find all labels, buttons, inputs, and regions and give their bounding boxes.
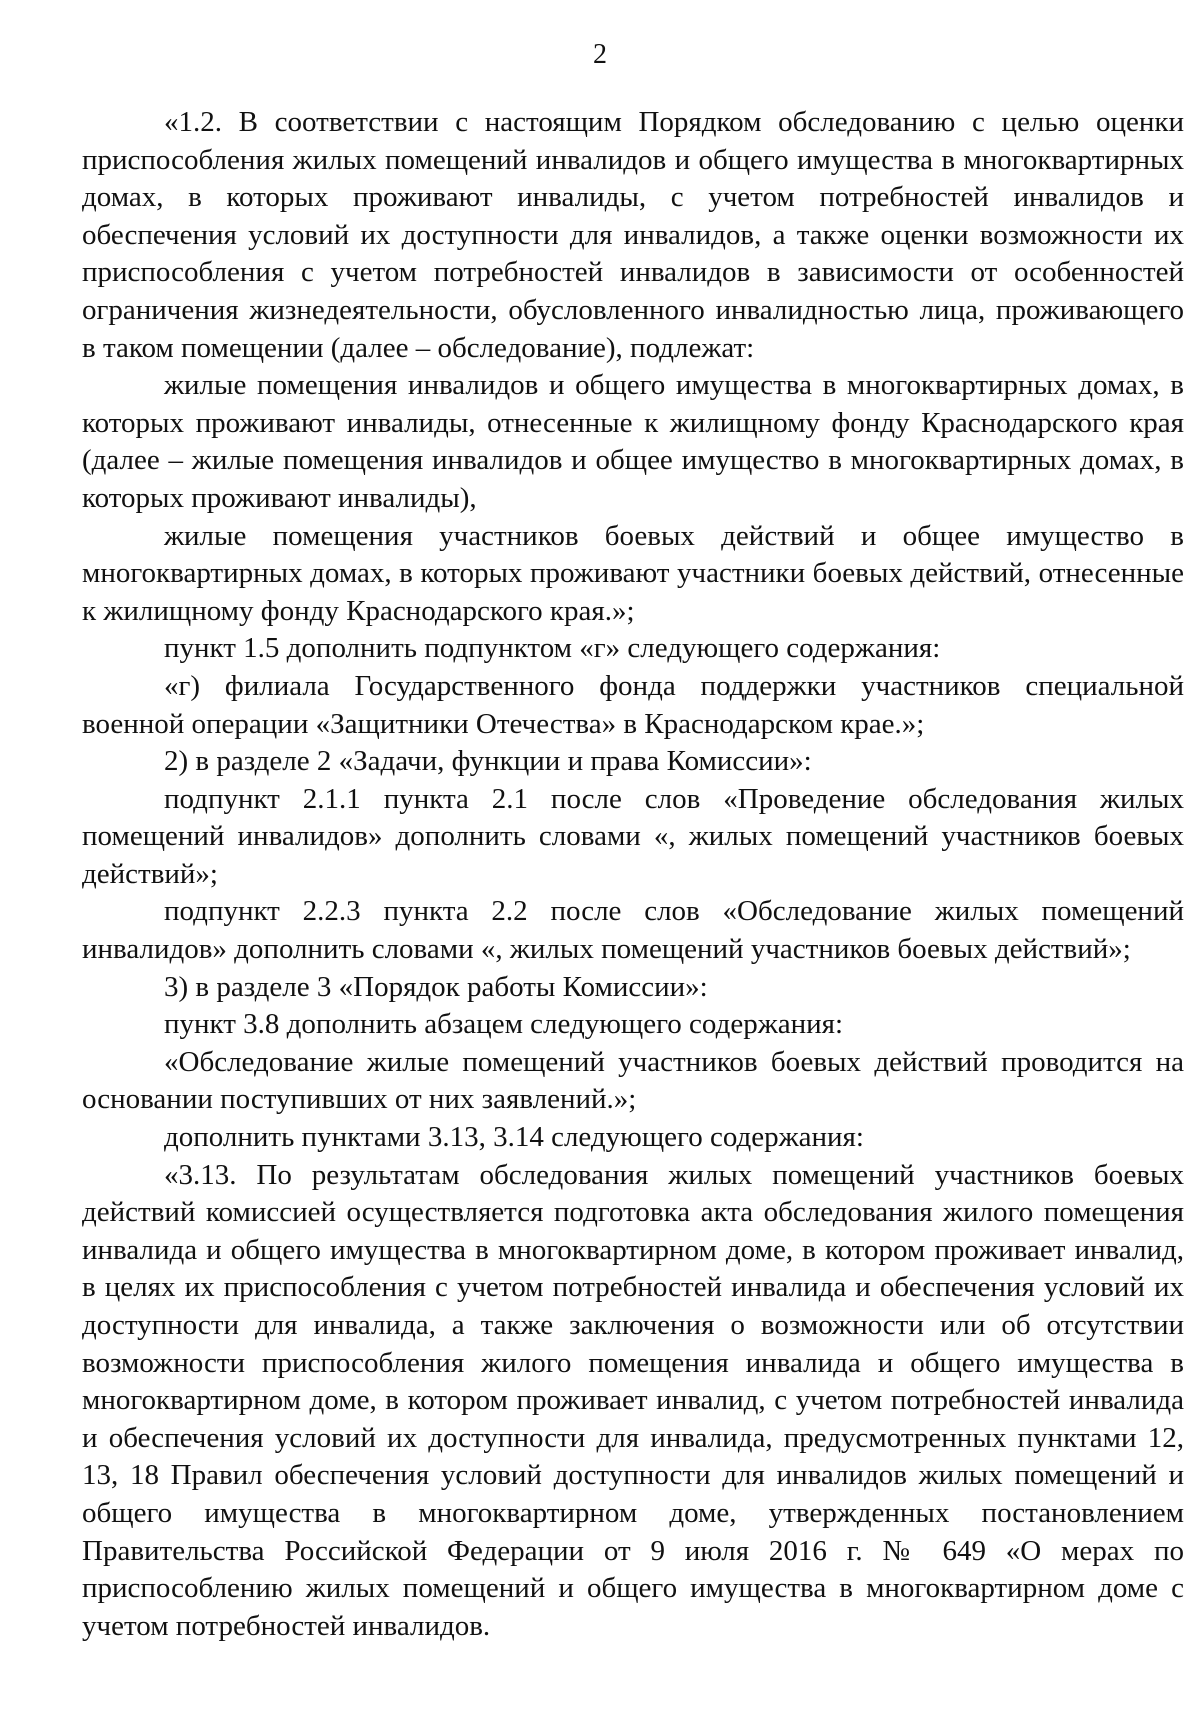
paragraph-inspection-basis: «Обследование жилые помещений участников боевых действий проводится на основании поступивших от них заявлений.»; xyxy=(82,1045,1184,1116)
paragraph-veteran-housing: жилые помещения участников боевых действий и общее имущество в многоквартирных домах, в которых проживают участники боевых действий, отнесенные к жилищному фонду Краснодарского края.»; xyxy=(82,519,1184,627)
paragraph-clause-3-8: пункт 3.8 дополнить абзацем следующего содержания: xyxy=(164,1008,844,1041)
paragraph-invalid-housing: жилые помещения инвалидов и общего имущества в многоквартирных домах, в которых проживают инвалиды, отнесенные к жилищному фонду Краснодарского края (далее – жилые помещения инвалидов и общее имущество в многоквартирных домах, в которых проживают инвалиды), xyxy=(82,369,1184,514)
paragraph-section-3: 3) в разделе 3 «Порядок работы Комиссии»: xyxy=(164,970,708,1003)
paragraph-subclause-g: «г) филиала Государственного фонда поддержки участников специальной военной операции «Защитники Отечества» в Краснодарском крае.»; xyxy=(82,669,1184,740)
paragraph-add-clauses: дополнить пунктами 3.13, 3.14 следующего содержания: xyxy=(164,1121,864,1154)
paragraph-clause-1-5: пункт 1.5 дополнить подпунктом «г» следующего содержания: xyxy=(164,632,941,665)
paragraph-1-2: «1.2. В соответствии с настоящим Порядком обследованию с целью оценки приспособления жилых помещений инвалидов и общего имущества в многоквартирных домах, в которых проживают инвалиды, с учетом потребностей инвалидов и обеспечения условий их доступности для инвалидов, а также оценки возможности их приспособления с учетом потребностей инвалидов в зависимости от особенностей ограничения жизнедеятельности, обусловленного инвалидностью лица, проживающего в таком помещении (далее – обследование), подлежат: xyxy=(82,106,1184,364)
paragraph-clause-3-13: «3.13. По результатам обследования жилых помещений участников боевых действий комиссией осуществляется подготовка акта обследования жилого помещения инвалида и общего имущества в многоквартирном доме, в котором проживает инвалид, в целях их приспособления с учетом потребностей инвалида и обеспечения условий их доступности для инвалида, а также заключения о возможности или об отсутствии возможности приспособления жилого помещения инвалида и общего имущества в многоквартирном доме, в котором проживает инвалид, с учетом потребностей инвалида и обеспечения условий их доступности для инвалида, предусмотренных пунктами 12, 13, 18 Правил обеспечения условий доступности для инвалидов жилых помещений и общего имущества в многоквартирном доме, утвержденных постановлением Правительства Российской Федерации от 9 июля 2016 г. № 649 «О мерах по приспособлению жилых помещений и общего имущества в многоквартирном доме с учетом потребностей инвалидов. xyxy=(82,1158,1184,1642)
paragraph-section-2: 2) в разделе 2 «Задачи, функции и права Комиссии»: xyxy=(164,745,812,778)
paragraph-subclause-2-1-1: подпункт 2.1.1 пункта 2.1 после слов «Проведение обследования жилых помещений инвалидов» дополнить словами «, жилых помещений участников боевых действий»; xyxy=(82,782,1184,890)
paragraph-subclause-2-2-3: подпункт 2.2.3 пункта 2.2 после слов «Обследование жилых помещений инвалидов» дополнить словами «, жилых помещений участников боевых действий»; xyxy=(82,895,1184,966)
page-number: 2 xyxy=(593,39,607,70)
document-body xyxy=(82,104,1184,1645)
